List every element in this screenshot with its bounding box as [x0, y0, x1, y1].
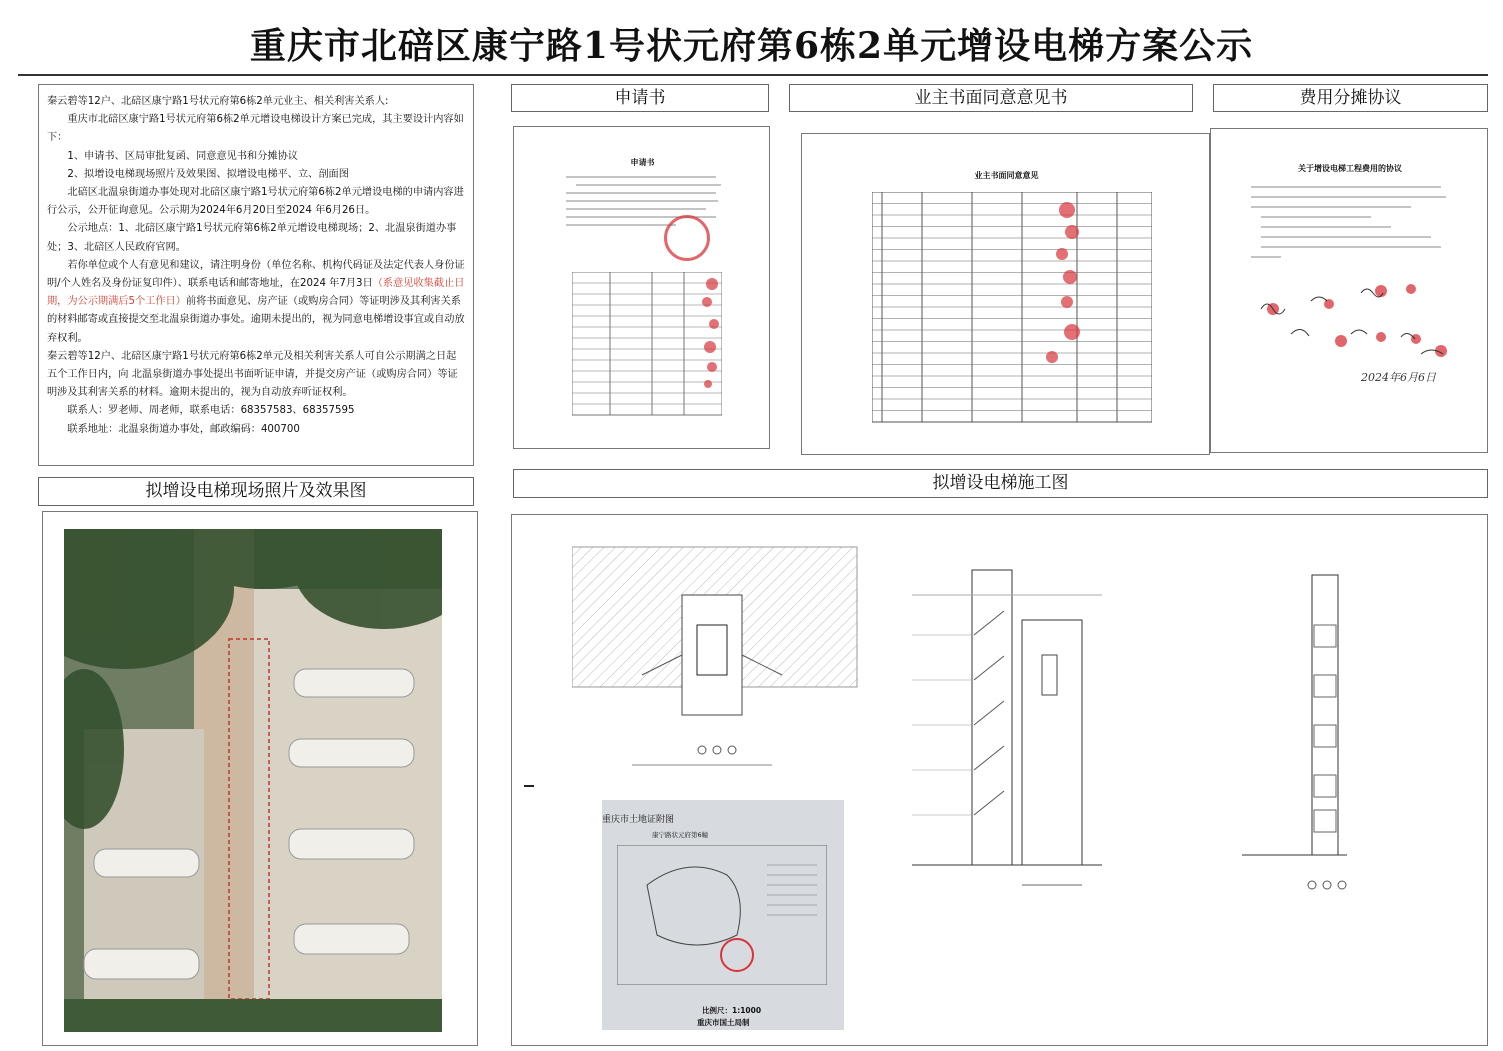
cost-signature-marks: [1251, 279, 1461, 369]
cost-date: 2024年6月6日: [1361, 371, 1436, 384]
site-photo: [64, 529, 442, 1032]
header-consent: 业主书面同意意见书: [789, 84, 1193, 112]
deadline-note: （系意见收集截止日期，为公示期满后5个工作日）: [47, 278, 465, 308]
cost-signatures: [1251, 279, 1461, 369]
notice-contact: 联系人：罗老师、周老师，联系电话：68357583、68357595: [67, 405, 355, 417]
notice-hearing: 秦云碧等12户、北碚区康宁路1号状元府第6栋2单元及相关利害关系人可自公示期满之日起五个工作日内，向 北温泉街道办事处提出书面听证申请，并提交房产证（或购房合同）等证明涉及其利害关系的材料。逾期未提出的，视为自动放弃听证权利。: [47, 350, 458, 399]
page-title: 重庆市北碚区康宁路1号状元府第6栋2单元增设电梯方案公示: [249, 25, 1254, 67]
photo-panel: [42, 511, 478, 1046]
map-title: 重庆市土地证附图: [602, 815, 675, 825]
notice-item-1: 1、申请书、区局审批复函、同意意见书和分摊协议: [67, 150, 298, 162]
notice-item-2: 2、拟增设电梯现场照片及效果图、拟增设电梯平、立、剖面图: [67, 168, 349, 180]
elevation-drawing-svg: [1232, 565, 1352, 915]
map-scale: 比例尺：1:1000: [702, 1006, 762, 1015]
header-application: 申请书: [511, 84, 769, 112]
map-plot-svg: [617, 845, 827, 985]
floor-plan-drawing: [572, 545, 862, 775]
application-document: [513, 126, 770, 449]
consent-doc-title: 业主书面同意意见: [974, 171, 1039, 180]
cost-text-lines: [1251, 181, 1451, 261]
notice-addressee: 秦云碧等12户、北碚区康宁路1号状元府第6栋2单元业主、相关利害关系人:: [47, 96, 389, 107]
notice-intro: 重庆市北碚区康宁路1号状元府第6栋2单元增设电梯设计方案已完成，其主要设计内容如下：: [47, 114, 464, 144]
map-subtitle: 康宁路状元府第6幢: [652, 831, 709, 839]
consent-signature-table: [872, 192, 1152, 424]
building-photo-illustration: [64, 529, 442, 1032]
application-table-grid: [572, 272, 722, 417]
application-signature-table: [572, 272, 722, 417]
header-cost: 费用分摊协议: [1213, 84, 1488, 112]
section-drawing: [902, 565, 1142, 925]
notice-period: 北碚区北温泉街道办事处现对北碚区康宁路1号状元府第6栋2单元增设电梯的申请内容进行公示，公开征询意见。公示期为2024年6月20日至2024 年6月26日。: [47, 187, 464, 217]
floor-plan-svg: [572, 545, 862, 775]
cost-doc-title: 关于增设电梯工程费用的协议: [1298, 164, 1402, 173]
application-stamp: [664, 215, 710, 261]
title-divider: [18, 74, 1488, 76]
section-drawing-svg: [902, 565, 1142, 925]
construction-panel: [511, 514, 1488, 1046]
notice-objection: 若你单位或个人有意见和建议，请注明身份（单位名称、机构代码证及法定代表人身份证明/个人姓名及身份证复印件）、联系电话和邮寄地址，在2024 年7月3日（系意见收集截止日期，为公示期满后5个工作日）前将书面意见、房产证（或购房合同）等证明涉及其利害关系的材料邮寄或直接提交至北温泉街道办事处。逾期未提出的，视为同意电梯增设事宜或自动放弃权利。: [47, 259, 465, 344]
notice-panel: [38, 84, 474, 466]
cost-agreement-document: [1210, 128, 1488, 453]
dash-mark: [524, 785, 534, 787]
notice-address: 联系地址：北温泉街道办事处，邮政编码：400700: [67, 423, 300, 435]
notice-location: 公示地点：1、北碚区康宁路1号状元府第6栋2单元增设电梯现场；2、北温泉街道办事处；3、北碚区人民政府官网。: [47, 223, 457, 253]
elevation-drawing: [1232, 565, 1352, 915]
header-photo: 拟增设电梯现场照片及效果图: [38, 477, 474, 506]
consent-table-grid: [872, 192, 1152, 424]
application-doc-title: 申请书: [630, 158, 655, 167]
consent-document: [801, 133, 1210, 455]
header-construction: 拟增设电梯施工图: [513, 469, 1488, 498]
map-org: 重庆市国土局制: [697, 1018, 750, 1027]
land-certificate-map: [602, 800, 844, 1030]
cost-text-block: [1251, 181, 1451, 261]
